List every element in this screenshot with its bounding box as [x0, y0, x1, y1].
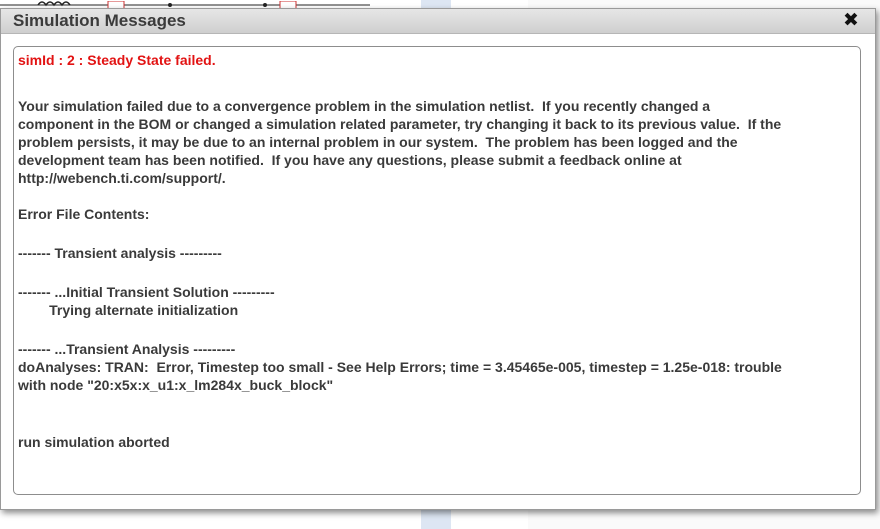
transient-sub-header: ------- ...Transient Analysis ---------: [18, 341, 236, 357]
explanation-line: problem persists, it may be due to an internal problem in our system. The problem has been logged and the: [18, 134, 738, 150]
explanation-line: Your simulation failed due to a convergence problem in the simulation netlist. If you recently changed a: [18, 98, 711, 114]
error-header: simId : 2 : Steady State failed.: [18, 52, 216, 68]
transient-analysis-header: ------- Transient analysis ---------: [18, 245, 222, 261]
aborted-line: run simulation aborted: [18, 434, 170, 450]
message-box[interactable]: [13, 46, 861, 495]
explanation-line: component in the BOM or changed a simulation related parameter, try changing it back to its previous value. If the: [18, 116, 782, 132]
do-analyses-line: with node "20:x5x:x_u1:x_lm284x_buck_block": [18, 377, 334, 393]
simulation-messages-dialog: [0, 8, 876, 510]
explanation-line: development team has been notified. If you have any questions, please submit a feedback online at: [18, 152, 682, 168]
error-file-label: Error File Contents:: [18, 206, 150, 222]
close-icon[interactable]: ✖: [843, 10, 859, 31]
dialog-title: Simulation Messages: [13, 11, 186, 30]
alternate-init-line: Trying alternate initialization: [18, 302, 239, 318]
support-link-text: http://webench.ti.com/support/.: [18, 170, 226, 186]
initial-solution-header: ------- ...Initial Transient Solution ---------: [18, 284, 275, 300]
do-analyses-line: doAnalyses: TRAN: Error, Timestep too small - See Help Errors; time = 3.45465e-005, timestep = 1.25e-018: trouble: [18, 359, 782, 375]
dialog-titlebar[interactable]: [1, 9, 875, 34]
